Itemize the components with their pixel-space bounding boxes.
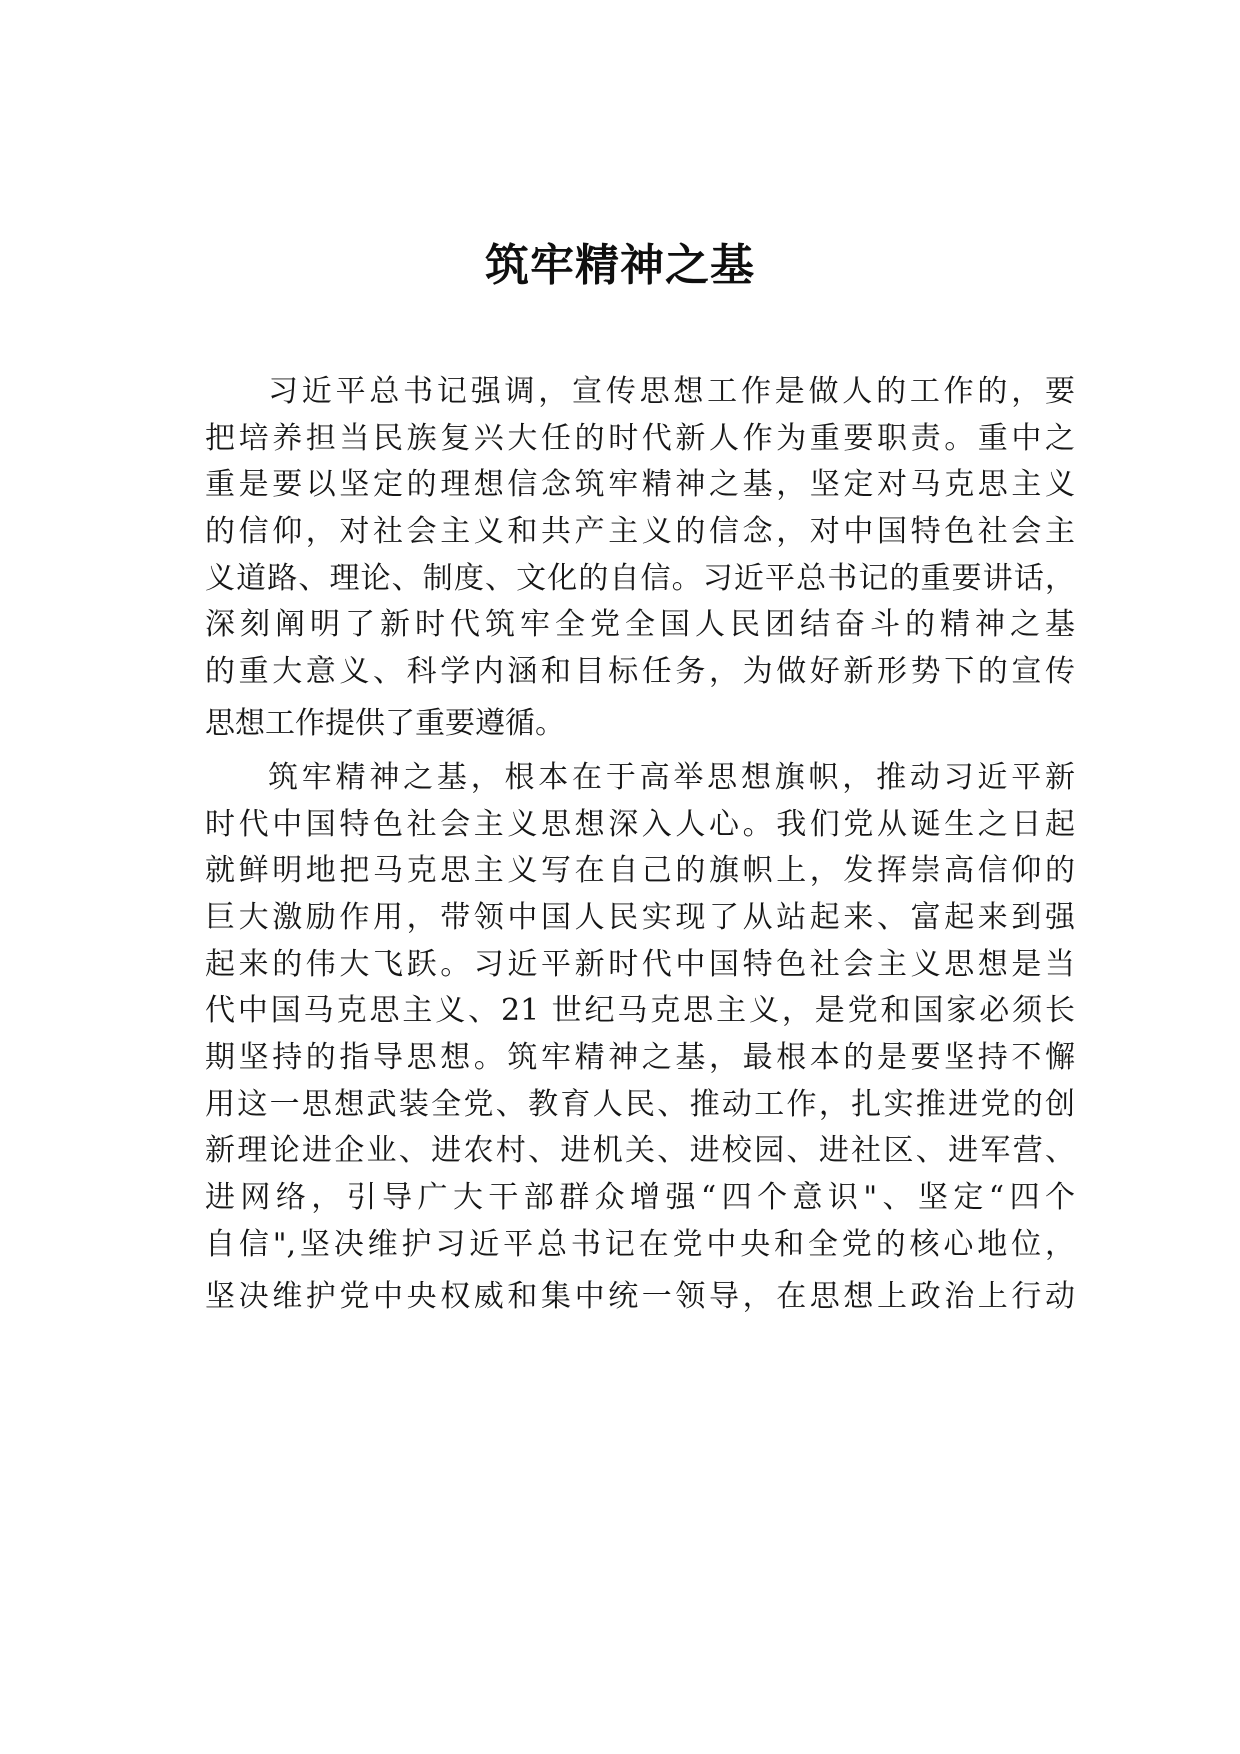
paragraph-1-line-7: 的重大意义、科学内涵和目标任务，为做好新形势下的宣传 [205,654,1075,689]
paragraph-2-line-3: 就鲜明地把马克思主义写在自己的旗帜上，发挥崇高信仰的 [205,853,1075,888]
paragraph-1-line-4: 的信仰，对社会主义和共产主义的信念，对中国特色社会主 [205,514,1075,549]
paragraph-2-line-2: 时代中国特色社会主义思想深入人心。我们党从诞生之日起 [205,807,1075,842]
paragraph-1-line-1: 习近平总书记强调，宣传思想工作是做人的工作的，要 [268,374,1075,409]
paragraph-2-line-6: 代中国马克思主义、21 世纪马克思主义，是党和国家必须长 [205,993,1075,1028]
paragraph-1-line-2: 把培养担当民族复兴大任的时代新人作为重要职责。重中之 [205,421,1075,456]
paragraph-1-line-5: 义道路、理论、制度、文化的自信。习近平总书记的重要讲话， [205,561,1075,596]
paragraph-1-line-3: 重是要以坚定的理想信念筑牢精神之基，坚定对马克思主义 [205,467,1075,502]
document-title: 筑牢精神之基 [485,240,755,291]
paragraph-1-line-8: 思想工作提供了重要遵循。 [205,706,565,741]
paragraph-2-line-4: 巨大激励作用，带领中国人民实现了从站起来、富起来到强 [205,900,1075,935]
paragraph-2-line-9: 新理论进企业、进农村、进机关、进校园、进社区、进军营、 [205,1133,1075,1168]
paragraph-2-line-1: 筑牢精神之基，根本在于高举思想旗帜，推动习近平新 [268,760,1075,795]
paragraph-2-line-10: 进网络，引导广大干部群众增强“四个意识"、坚定“四个 [205,1180,1075,1215]
paragraph-2-line-5: 起来的伟大飞跃。习近平新时代中国特色社会主义思想是当 [205,947,1075,982]
paragraph-2-line-11: 自信",坚决维护习近平总书记在党中央和全党的核心地位， [205,1227,1075,1262]
paragraph-1-line-6: 深刻阐明了新时代筑牢全党全国人民团结奋斗的精神之基 [205,607,1075,642]
paragraph-2-line-12: 坚决维护党中央权威和集中统一领导，在思想上政治上行动 [205,1279,1075,1314]
paragraph-2-line-7: 期坚持的指导思想。筑牢精神之基，最根本的是要坚持不懈 [205,1040,1075,1075]
paragraph-2-line-8: 用这一思想武装全党、教育人民、推动工作，扎实推进党的创 [205,1087,1075,1122]
